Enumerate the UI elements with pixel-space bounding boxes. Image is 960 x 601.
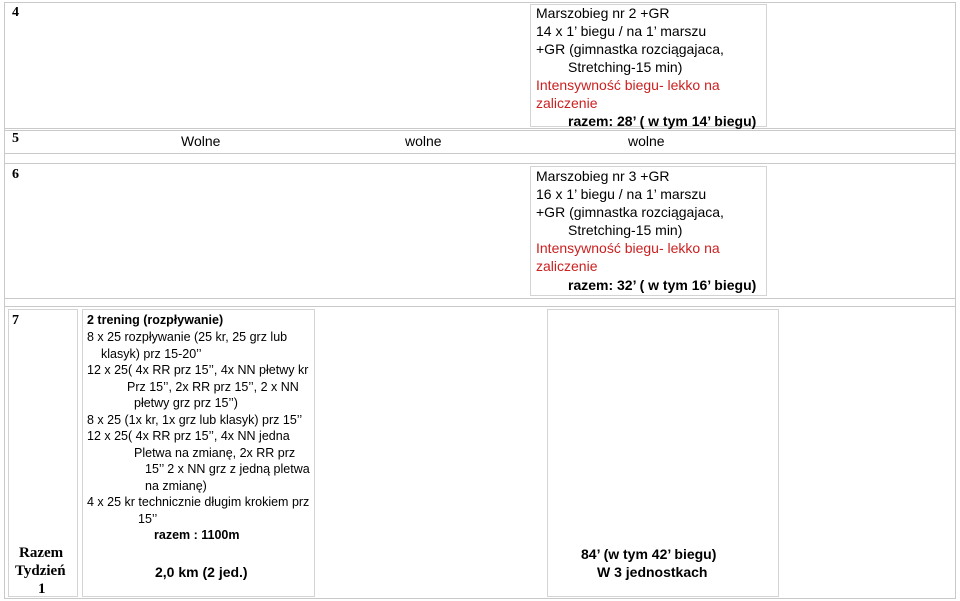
intensity-text: zaliczenie <box>536 95 598 111</box>
swim-line: klasyk) prz 15-20’’ <box>101 347 202 361</box>
summary-label: Tydzień <box>15 563 66 579</box>
workout-line: Stretching-15 min) <box>568 222 683 238</box>
summary-label: Razem <box>19 545 64 561</box>
swim-line: Pletwa na zmianę, 2x RR prz <box>134 446 296 460</box>
total-text: razem: 28’ ( w tym 14’ biegu) <box>568 113 757 129</box>
workout-line: 16 x 1’ biegu / na 1’ marszu <box>536 186 707 202</box>
swim-line: 8 x 25 (1x kr, 1x grz lub klasyk) prz 15’’ <box>87 413 303 427</box>
row-divider <box>4 298 956 299</box>
swim-line: 12 x 25( 4x RR prz 15’’, 4x NN płetwy kr <box>87 363 309 377</box>
swim-line: 15’’ 2 x NN grz z jedną pletwa <box>145 462 310 476</box>
intensity-text: zaliczenie <box>536 258 598 274</box>
intensity-text: Intensywność biegu- lekko na <box>536 240 720 256</box>
swim-line: na zmianę) <box>145 479 207 493</box>
row-divider <box>4 128 956 129</box>
swim-line: płetwy grz prz 15’’) <box>134 396 238 410</box>
workout-line: Marszobieg nr 2 +GR <box>536 5 670 21</box>
workout-line: 14 x 1’ biegu / na 1’ marszu <box>536 23 707 39</box>
row-divider <box>4 153 956 154</box>
summary-label: 1 <box>38 581 46 597</box>
row-number: 4 <box>12 5 19 20</box>
row-number: 6 <box>12 167 19 182</box>
workout-line: Marszobieg nr 3 +GR <box>536 168 670 184</box>
swim-line: 8 x 25 rozpływanie (25 kr, 25 grz lub <box>87 330 288 344</box>
day-off-text: wolne <box>628 133 665 149</box>
row-divider <box>4 130 956 131</box>
run-weekly-units: W 3 jednostkach <box>597 564 708 580</box>
swim-line: 15’’ <box>138 512 158 526</box>
row-number: 7 <box>12 313 19 328</box>
swim-line: 12 x 25( 4x RR prz 15’’, 4x NN jedna <box>87 429 290 443</box>
workout-line: Stretching-15 min) <box>568 59 683 75</box>
intensity-text: Intensywność biegu- lekko na <box>536 77 720 93</box>
swim-title: 2 trening (rozpływanie) <box>87 313 224 327</box>
workout-line: +GR (gimnastka rozciągajaca, <box>536 41 724 57</box>
run-weekly-total: 84’ (w tym 42’ biegu) <box>581 546 717 562</box>
workout-line: +GR (gimnastka rozciągajaca, <box>536 204 724 220</box>
row-divider <box>4 306 956 307</box>
swim-line: Prz 15’’, 2x RR prz 15’’, 2 x NN <box>127 380 299 394</box>
swim-weekly-total: 2,0 km (2 jed.) <box>155 564 248 580</box>
day-off-text: Wolne <box>181 133 221 149</box>
swim-line: 4 x 25 kr technicznie długim krokiem prz <box>87 495 310 509</box>
row-number: 5 <box>12 131 19 146</box>
day-off-text: wolne <box>405 133 442 149</box>
swim-total: razem : 1100m <box>154 528 240 542</box>
row-divider <box>4 163 956 164</box>
total-text: razem: 32’ ( w tym 16’ biegu) <box>568 277 757 293</box>
